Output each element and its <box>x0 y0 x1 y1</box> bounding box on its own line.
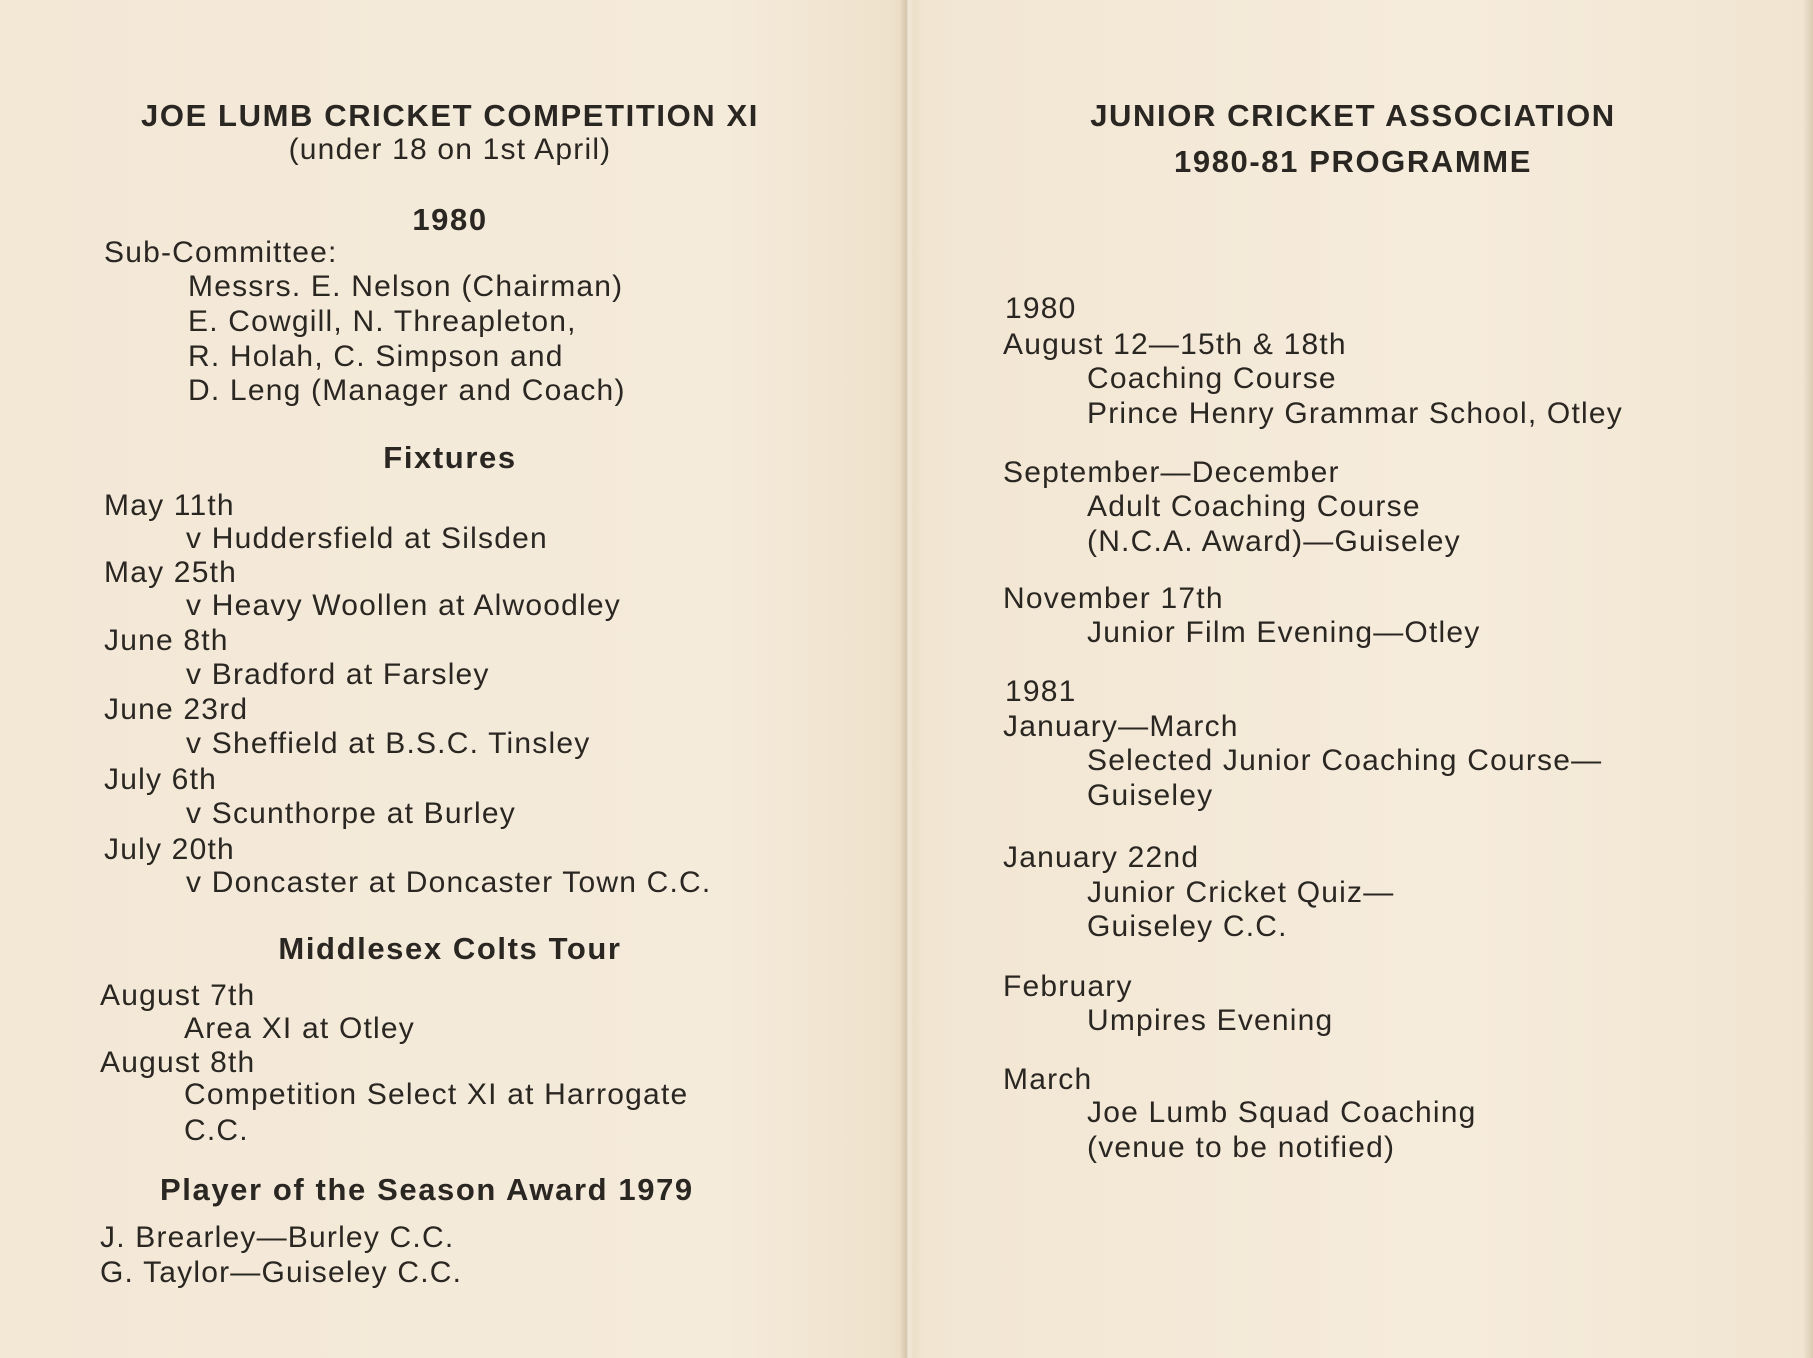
event-detail: Junior Cricket Quiz— <box>1087 876 1395 909</box>
subcommittee-line: Messrs. E. Nelson (Chairman) <box>188 270 624 303</box>
tour-date: August 7th <box>100 979 256 1012</box>
card-edge-shadow <box>1803 0 1813 1358</box>
fixture-match: v Doncaster at Doncaster Town C.C. <box>186 866 712 899</box>
tour-detail: Competition Select XI at Harrogate <box>184 1078 689 1111</box>
left-title: JOE LUMB CRICKET COMPETITION XI <box>141 98 759 133</box>
center-fold <box>900 0 914 1358</box>
event-detail: Adult Coaching Course <box>1087 490 1421 523</box>
event-detail: (venue to be notified) <box>1087 1131 1396 1164</box>
event-detail: Joe Lumb Squad Coaching <box>1087 1096 1477 1129</box>
fixture-match: v Scunthorpe at Burley <box>186 797 516 830</box>
year-heading: 1981 <box>1005 675 1077 708</box>
fixture-match: v Sheffield at B.S.C. Tinsley <box>186 727 591 760</box>
event-date: September—December <box>1003 456 1340 489</box>
award-line: G. Taylor—Guiseley C.C. <box>100 1256 463 1289</box>
tour-heading: Middlesex Colts Tour <box>278 931 622 966</box>
subcommittee-label: Sub-Committee: <box>104 236 338 269</box>
award-heading: Player of the Season Award 1979 <box>160 1172 694 1207</box>
left-page <box>100 0 820 1358</box>
fixtures-heading: Fixtures <box>383 440 517 475</box>
right-title: JUNIOR CRICKET ASSOCIATION <box>1090 98 1616 133</box>
left-year: 1980 <box>412 202 488 237</box>
event-detail: Prince Henry Grammar School, Otley <box>1087 397 1623 430</box>
event-detail: Guiseley C.C. <box>1087 910 1288 943</box>
tour-detail: C.C. <box>184 1114 249 1147</box>
fixture-date: May 11th <box>104 489 235 522</box>
year-heading: 1980 <box>1005 292 1077 325</box>
fixture-date: May 25th <box>104 556 237 589</box>
fixture-date: July 20th <box>104 833 235 866</box>
fixture-date: July 6th <box>104 763 217 796</box>
left-subtitle: (under 18 on 1st April) <box>288 133 612 166</box>
tour-detail: Area XI at Otley <box>184 1012 415 1045</box>
event-detail: Umpires Evening <box>1087 1004 1334 1037</box>
event-detail: Coaching Course <box>1087 362 1337 395</box>
event-date: November 17th <box>1003 582 1224 615</box>
fixture-match: v Heavy Woollen at Alwoodley <box>186 589 621 622</box>
event-date: August 12—15th & 18th <box>1003 328 1347 361</box>
award-line: J. Brearley—Burley C.C. <box>100 1221 455 1254</box>
fixture-date: June 23rd <box>104 693 249 726</box>
subcommittee-line: R. Holah, C. Simpson and <box>188 340 564 373</box>
event-date: January 22nd <box>1003 841 1200 874</box>
event-date: January—March <box>1003 710 1239 743</box>
tour-date: August 8th <box>100 1046 256 1079</box>
event-detail: Selected Junior Coaching Course— <box>1087 744 1603 777</box>
subcommittee-line: E. Cowgill, N. Threapleton, <box>188 305 577 338</box>
right-page <box>1003 0 1723 1358</box>
event-date: February <box>1003 970 1133 1003</box>
fixture-date: June 8th <box>104 624 229 657</box>
event-detail: (N.C.A. Award)—Guiseley <box>1087 525 1461 558</box>
subcommittee-line: D. Leng (Manager and Coach) <box>188 374 626 407</box>
right-subtitle: 1980-81 PROGRAMME <box>1174 144 1532 179</box>
fixture-match: v Bradford at Farsley <box>186 658 490 691</box>
event-detail: Guiseley <box>1087 779 1214 812</box>
event-date: March <box>1003 1063 1093 1096</box>
fixture-match: v Huddersfield at Silsden <box>186 522 548 555</box>
event-detail: Junior Film Evening—Otley <box>1087 616 1481 649</box>
